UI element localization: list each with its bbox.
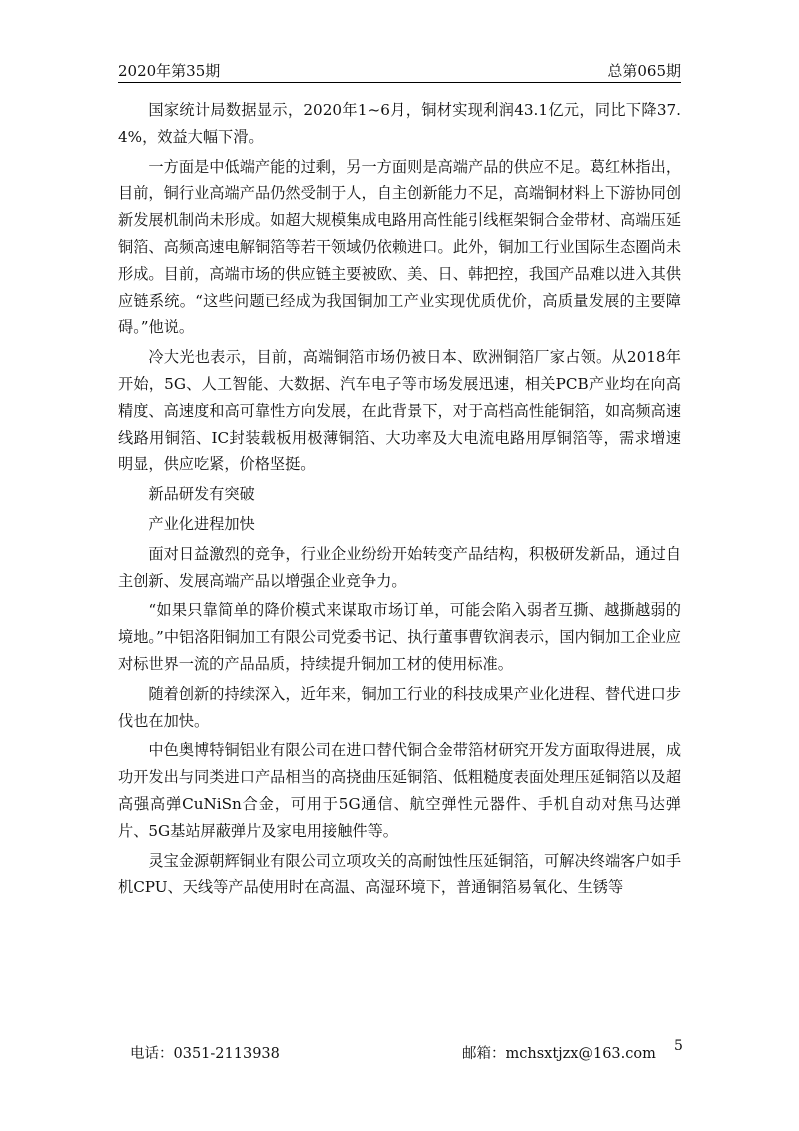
paragraph: “如果只靠简单的降价模式来谋取市场订单，可能会陷入弱者互撕、越撕越弱的境地。”中铝洛阳铜加工有限公司党委书记、执行董事曹钦润表示，国内铜加工企业应对标世界一流的产品品质，持续提升铜加工材的使用标准。 <box>118 601 681 673</box>
paragraph: 冷大光也表示，目前，高端铜箔市场仍被日本、欧洲铜箔厂家占领。从2018年开始，5G、人工智能、大数据、汽车电子等市场发展迅速，相关PCB产业均在向高精度、高速度和高可靠性方向发展，在此背景下，对于高档高性能铜箔，如高频高速线路用铜箔、IC封装载板用极薄铜箔、大功率及大电流电路用厚铜箔等，需求增速明显，供应吃紧，价格坚挺。 <box>118 348 681 474</box>
contact-phone: 电话：0351-2113938 <box>130 1046 280 1062</box>
paragraph: 随着创新的持续深入，近年来，铜加工行业的科技成果产业化进程、替代进口步伐也在加快。 <box>118 684 681 730</box>
issue-number: 2020年第35期 <box>118 62 221 80</box>
page-header <box>118 54 681 83</box>
paragraph: 中色奥博特铜铝业有限公司在进口替代铜合金带箔材研究开发方面取得进展，成功开发出与同类进口产品相当的高挠曲压延铜箔、低粗糙度表面处理压延铜箔以及超高强高弹CuNiSn合金，可用于5G通信、航空弹性元器件、手机自动对焦马达弹片、5G基站屏蔽弹片及家电用接触件等。 <box>118 741 681 840</box>
total-issue-number: 总第065期 <box>607 62 681 80</box>
paragraph: 一方面是中低端产能的过剩，另一方面则是高端产品的供应不足。葛红林指出，目前，铜行业高端产品仍然受制于人，自主创新能力不足，高端铜材料上下游协同创新发展机制尚未形成。如超大规模集成电路用高性能引线框架铜合金带材、高端压延铜箔、高频高速电解铜箔等若干领域仍依赖进口。此外，铜加工行业国际生态圈尚未形成。目前，高端市场的供应链主要被欧、美、日、韩把控，我国产品难以进入其供应链系统。“这些问题已经成为我国铜加工产业实现优质优价，高质量发展的主要障碍。”他说。 <box>118 157 681 337</box>
section-subheading: 产业化进程加快 <box>148 514 255 533</box>
contact-email: 邮箱：mchsxtjzx@163.com <box>462 1046 656 1062</box>
paragraph: 灵宝金源朝辉铜业有限公司立项攻关的高耐蚀性压延铜箔，可解决终端客户如手机CPU、天线等产品使用时在高温、高湿环境下，普通铜箔易氧化、生锈等 <box>118 851 681 897</box>
section-heading: 新品研发有突破 <box>148 485 255 504</box>
article-body <box>118 97 681 904</box>
paragraph: 面对日益激烈的竞争，行业企业纷纷开始转变产品结构，积极研发新品，通过自主创新、发展高端产品以增强企业竞争力。 <box>118 544 681 590</box>
paragraph: 国家统计局数据显示，2020年1~6月，铜材实现利润43.1亿元，同比下降37.4%，效益大幅下滑。 <box>118 101 681 146</box>
page-footer <box>130 1038 690 1066</box>
page-number: 5 <box>674 1038 683 1054</box>
